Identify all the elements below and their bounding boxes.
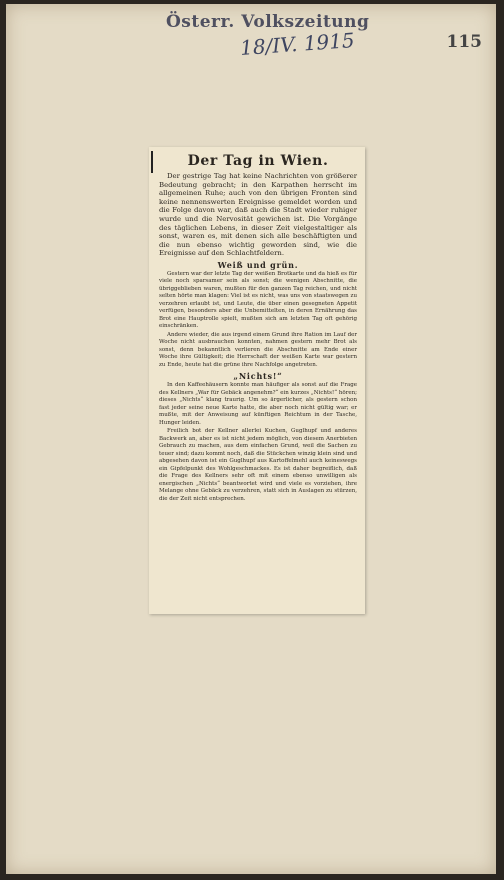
section-title-nichts: „Nichts!“ — [233, 371, 283, 382]
newspaper-clipping — [149, 147, 365, 614]
archive-sheet — [6, 4, 496, 874]
article-lead: Der gestrige Tag hat keine Nachrichten von größerer Bedeutung gebracht; in den Karpathen herrscht im allgemeinen Ruhe; auch von den übrigen Fronten sind keine nennenswerten Ereignisse gemeldet worden und die Folge davon war, daß auch die Stadt wieder ruhiger wurde und die Nervosität gewichen ist. Die Vorgänge des täglichen Lebens, in dieser Zeit vielgestaltiger als sonst, waren es, mit denen sich alle beschäftigten und die nun ebenso wichtig geworden sind, wie die Ereignisse auf den Schlachtfeldern. — [159, 172, 357, 258]
section-title-weiss-und-gruen: Weiß und grün. — [217, 259, 299, 270]
section2-paragraph-2: Freilich bot der Kellner allerlei Kuchen, Guglhupf und anderes Backwerk an, aber es ist nicht jedem möglich, von diesem Anerbieten Gebrauch zu machen, aus dem einfachen Grund, weil die Sachen zu teuer sind; dazu kommt noch, daß die Stückchen winzig klein sind und abgesehen davon ist ein Guglhupf aus Kartoffelmehl auch keineswegs ein Gipfelpunkt des Wohlgeschmackes. Es ist daher begreiflich, daß die Frage des Kellners sehr oft mit einem ebenso unwilligen als energischen „Nichts“ beantwortet wird und viele es vorziehen, ihre Melange ohne Gebäck zu verzehren, statt sich in Auslagen zu stürzen, die der Zeit nicht entsprechen. — [159, 428, 357, 502]
section1-paragraph-2: Andere wieder, die aus irgend einem Grund ihre Ration im Lauf der Woche nicht ausbrauchen konnten, nahmen gestern mehr Brot als sonst, denn bekanntlich verlieren die Abschnitte am Ende einer Woche ihre Gültigkeit; die Herrschaft der weißen Karte war gestern zu Ende, heute hat die grüne ihre Nachfolge angetreten. — [159, 331, 357, 368]
section1-paragraph-1: Gestern war der letzte Tag der weißen Brotkarte und da hieß es für viele noch sparsamer sein als sonst; die wenigen Abschnitte, die übriggeblieben waren, mußten für den ganzen Tag reichen, und nicht selten hörte man klagen: Viel ist es nicht, was uns von staatswegen zu verzehren erlaubt ist, und Leute, die über einen gesegneten Appetit verfügen, besonders aber die Unbemittelten, in deren Ernährung das Brot eine Hauptrolle spielt, mußten sich am letzten Tag oft gehörig einschränken. — [159, 270, 357, 330]
article-headline: Der Tag in Wien. — [187, 153, 329, 169]
newspaper-stamp: Österr. Volkszeitung — [166, 12, 370, 32]
section2-paragraph-1: In den Kaffeehäusern konnte man häufiger als sonst auf die Frage des Kellners „War für Gebäck angenehm?“ ein kurzes „Nichts!“ hören; dieses „Nichts“ klang traurig. Um so ärgerlicher, als gestern schon fast jeder seine neue Karte hatte, die aber noch nicht gültig war; er mußte, mit der Anweisung auf künftigen Reichtum in der Tasche, Hunger leiden. — [159, 382, 357, 426]
page-number: 115 — [446, 32, 482, 52]
handwritten-date: 18/IV. 1915 — [239, 28, 356, 60]
